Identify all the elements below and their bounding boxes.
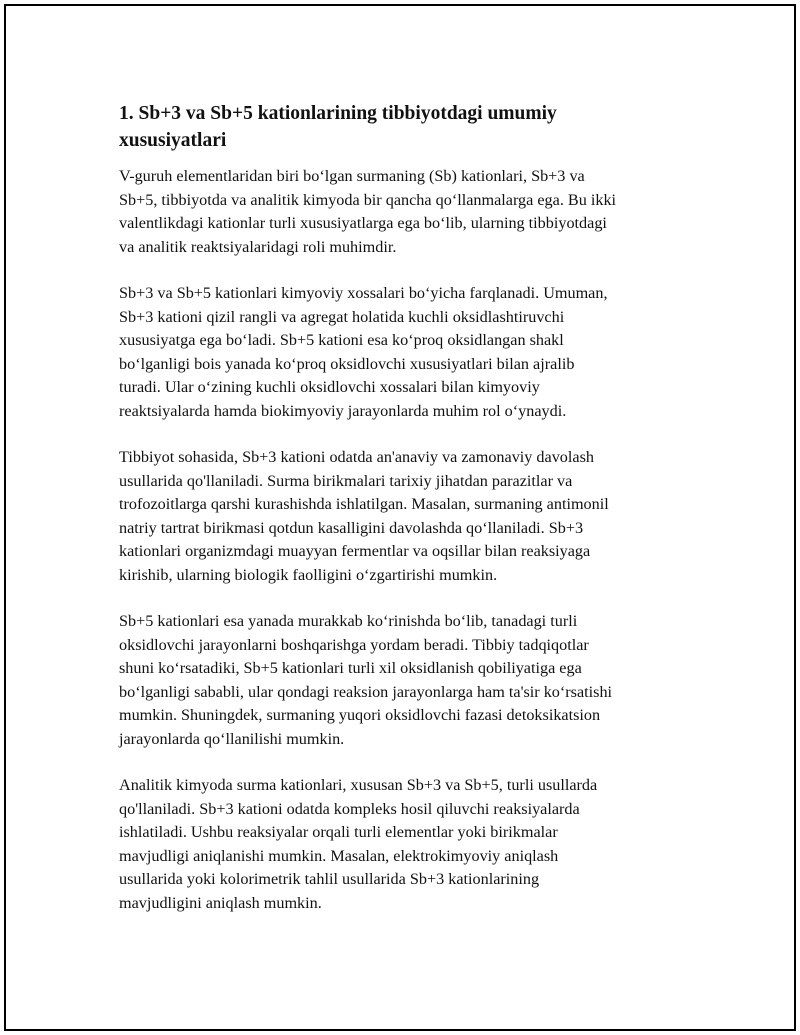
paragraph-line: boʻlganligi bois yanada koʻproq oksidlovchi xususiyatlari bilan ajralib [119, 354, 575, 373]
paragraph-line: ishlatiladi. Ushbu reaksiyalar orqali turli elementlar yoki birikmalar [119, 823, 558, 841]
section-title [119, 100, 699, 154]
title-line: 1. Sb+3 va Sb+5 kationlarining tibbiyotdagi umumiy [119, 103, 557, 124]
paragraph-line: Analitik kimyoda surma kationlari, xususan Sb+3 va Sb+5, turli usullarda [119, 776, 598, 794]
paragraph-line: jarayonlarda qoʻllanilishi mumkin. [119, 729, 345, 748]
paragraph-line: oksidlovchi jarayonlarni boshqarishga yordam beradi. Tibbiy tadqiqotlar [119, 635, 589, 654]
paragraph-line: Tibbiyot sohasida, Sb+3 kationi odatda an'anaviy va zamonaviy davolash [119, 448, 594, 466]
paragraph-line: xususiyatga ega boʻladi. Sb+5 kationi esa koʻproq oksidlangan shakl [119, 331, 564, 349]
paragraph-line: va analitik reaktsiyalaridagi roli muhimdir. [119, 237, 397, 256]
paragraph-line: Sb+3 kationi qizil rangli va agregat holatida kuchli oksidlashtiruvchi [119, 307, 565, 326]
paragraph-line: Sb+3 va Sb+5 kationlari kimyoviy xossalari boʻyicha farqlanadi. Umuman, [119, 284, 608, 302]
paragraph-line: V-guruh elementlaridan biri boʻlgan surmaning (Sb) kationlari, Sb+3 va [119, 167, 585, 185]
paragraph-line: shuni koʻrsatadiki, Sb+5 kationlari turli xil oksidlanish qobiliyatiga ega [119, 659, 582, 677]
paragraph-line: kationlari organizmdagi muayyan fermentlar va oqsillar bilan reaksiyaga [119, 542, 591, 560]
paragraph-line: usullarida qo'llaniladi. Surma birikmalari tarixiy jihatdan parazitlar va [119, 471, 573, 490]
paragraph-line: mumkin. Shuningdek, surmaning yuqori oksidlovchi fazasi detoksikatsion [119, 706, 601, 724]
document-content [119, 100, 699, 938]
paragraph-line: usullarida yoki kolorimetrik tahlil usullarida Sb+3 kationlarining [119, 870, 540, 888]
paragraph-1 [119, 165, 699, 259]
page-frame [4, 4, 796, 1031]
paragraph-2 [119, 282, 699, 423]
paragraph-line: Sb+5, tibbiyotda va analitik kimyoda bir qancha qoʻllanmalarga ega. Bu ikki [119, 190, 617, 209]
paragraph-line: turadi. Ular oʻzining kuchli oksidlovchi xossalari bilan kimyoviy [119, 378, 540, 396]
paragraph-line: trofozoitlarga qarshi kurashishda ishlatilgan. Masalan, surmaning antimonil [119, 495, 609, 513]
paragraph-line: qo'llaniladi. Sb+3 kationi odatda kompleks hosil qiluvchi reaksiyalarda [119, 799, 580, 818]
paragraph-line: reaktsiyalarda hamda biokimyoviy jarayonlarda muhim rol oʻynaydi. [119, 401, 567, 420]
title-line: xususiyatlari [119, 130, 227, 151]
paragraph-line: mavjudligi aniqlanishi mumkin. Masalan, elektrokimyoviy aniqlash [119, 846, 559, 865]
paragraph-line: valentlikdagi kationlar turli xususiyatlarga ega boʻlib, ularning tibbiyotdagi [119, 214, 607, 232]
paragraph-3 [119, 446, 699, 587]
paragraph-line: natriy tartrat birikmasi qotdun kasalligini davolashda qoʻllaniladi. Sb+3 [119, 518, 584, 537]
paragraph-line: boʻlganligi sababli, ular qondagi reaksion jarayonlarga ham ta'sir koʻrsatishi [119, 682, 613, 701]
paragraph-line: Sb+5 kationlari esa yanada murakkab koʻrinishda boʻlib, tanadagi turli [119, 612, 578, 630]
paragraph-4 [119, 610, 699, 751]
paragraph-line: kirishib, ularning biologik faolligini oʻzgartirishi mumkin. [119, 565, 498, 584]
paragraph-5 [119, 774, 699, 915]
paragraph-line: mavjudligini aniqlash mumkin. [119, 893, 322, 912]
